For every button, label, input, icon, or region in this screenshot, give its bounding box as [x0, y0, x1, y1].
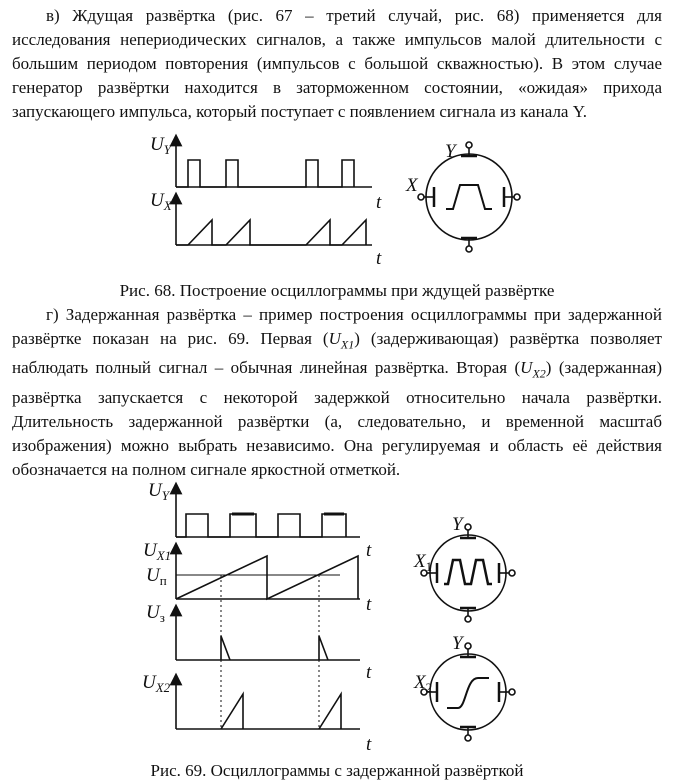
paragraph-waiting-sweep: в) Ждущая развёртка (рис. 67 – третий случай, рис. 68) применяется для исследования непериодических сигналов, а также импульсов малой длительности с большим периодом повторения (импульсов с большой скважностью). В этом случае генератор развёртки находится в заторможенном состоянии, «ожидая» прихода запускающего импульса, который поступает с появлением сигнала из канала Y. [12, 6, 662, 121]
svg-text:t: t [366, 734, 372, 755]
svg-text:UX2: $U_{X2}$ [142, 672, 171, 695]
figure-68-caption: Рис. 68. Построение осциллограммы при ждущей развёртке [119, 281, 555, 300]
svg-text:Y: Y [452, 633, 463, 654]
paragraph-delayed-sweep: г) Задержанная развёртка – пример построения осциллограммы при задержанной развёртке показан на рис. 69. Первая $(U_{X1})$ (задерживающая) развёртка позволяет наблюдать полный сигнал – обычная линейная развёртка. Вторая $(U_{X2})$ (задержанная) развёртка запускается с некоторой задержкой относительно начала развёртки. Длительность задержанной развёртки (а, следовательно, и временной масштаб изображения) можно выбрать независимо. Она регулируемая и область её действия обозначается на полном сигнале яркостной отметкой. [12, 305, 662, 479]
crt-screen-69-top [421, 524, 515, 622]
svg-text:t: t [376, 248, 382, 269]
ux2-sweep-2 [319, 694, 341, 729]
svg-text:UY: $U_Y$ [150, 134, 171, 157]
ux-sweep [176, 220, 366, 245]
svg-text:Uп: $U_п$ [146, 565, 167, 588]
ux1-sweep [176, 556, 358, 599]
svg-text:UY: $U_Y$ [148, 480, 169, 503]
svg-text:t: t [366, 540, 372, 561]
svg-text:Y: Y [452, 514, 463, 535]
ux2-sweep [221, 694, 243, 729]
svg-text:t: t [366, 662, 372, 683]
figure-69 [0, 478, 674, 760]
svg-text:Uз: $U_з$ [146, 602, 165, 625]
crt-screen-68 [418, 142, 520, 252]
figure-69-caption: Рис. 69. Осциллограммы с задержанной развёрткой [150, 761, 524, 780]
svg-text:X2: $X_2$ [414, 672, 433, 695]
svg-text:UX: $U_X$ [150, 190, 172, 213]
svg-text:Y: Y [445, 141, 456, 162]
svg-text:X1: $X_1$ [414, 551, 433, 574]
svg-text:t: t [366, 594, 372, 615]
crt-screen-69-bottom [421, 643, 515, 741]
figure-68 [0, 130, 674, 280]
uz-pulse-2 [319, 636, 328, 660]
svg-text:t: t [376, 192, 382, 213]
uz-pulse-1 [221, 636, 230, 660]
uy-pulses [176, 160, 354, 187]
svg-text:X: X [406, 175, 418, 196]
svg-text:UX1: $U_{X1}$ [143, 540, 172, 563]
uy-pulses [176, 514, 346, 537]
